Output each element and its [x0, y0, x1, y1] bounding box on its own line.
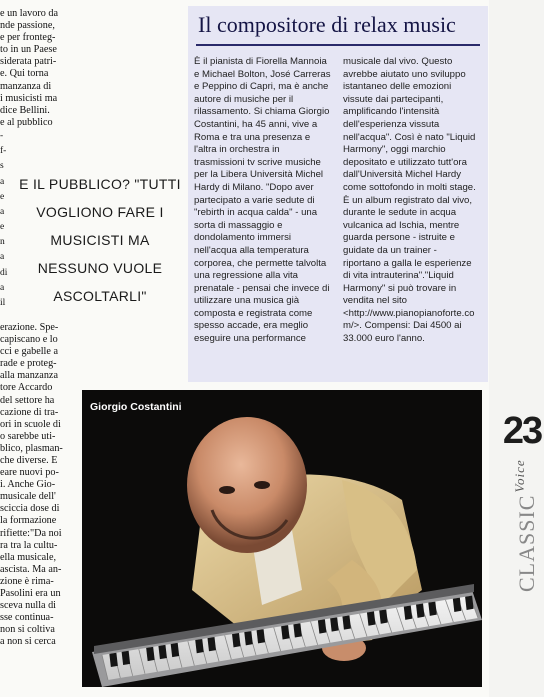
article-box [188, 6, 488, 382]
article-line: corporea, che permette talvolta [194, 257, 327, 269]
left-column-line: la formazione [0, 515, 57, 527]
left-column-line: ascista. Ma an- [0, 563, 62, 575]
black-key [207, 637, 216, 651]
stub-letter: s [0, 161, 4, 172]
photo-caption: Giorgio Costantini [90, 401, 182, 413]
left-column-line: eare nuovi po- [0, 467, 59, 479]
left-column-line: ra tra la cultu- [0, 539, 58, 551]
left-column-line: to in un Paese [0, 44, 57, 56]
article-line: amplificando l'intensità [343, 106, 440, 118]
left-column-line: rifiette:"Da noi [0, 527, 62, 539]
stub-letter: il [0, 298, 6, 308]
article-line: vendita nel sito [343, 295, 407, 307]
black-key [293, 623, 302, 637]
pianist-photo-illustration [82, 390, 482, 687]
article-column-1 [194, 56, 334, 346]
article-line: trasmissioni tv scrive musiche [194, 156, 321, 168]
left-column-line: sse continua- [0, 612, 54, 624]
article-line: di vita intrauterina"."Liquid [343, 270, 454, 282]
black-key [257, 629, 266, 643]
left-column-line: e. Qui torna [0, 68, 49, 80]
left-column-line: o sarebbe uti- [0, 430, 56, 442]
pull-quote-line: E IL PUBBLICO? "TUTTI [19, 176, 181, 192]
article-line: durante le sedute in acqua [343, 207, 457, 219]
left-column-line: cci e gabelle a [0, 346, 58, 358]
article-line: vissute dai partecipanti, [343, 93, 444, 105]
black-key [453, 598, 462, 612]
left-text-column [0, 8, 72, 693]
article-line: guarda persone - istruite e [343, 232, 455, 244]
stub-letter: a [0, 282, 5, 293]
article-line: Costantini, ha 45 anni, vive a [194, 118, 318, 130]
article-line: 33.000 euro l'anno. [343, 333, 425, 345]
black-key [281, 625, 290, 639]
article-line: prenatale - pensai che invece di [194, 282, 330, 294]
stub-letter: f- [0, 146, 7, 157]
left-column-line: dice Bellini. [0, 104, 50, 116]
right-margin [489, 0, 544, 697]
left-column-line: erazione. Spe- [0, 321, 59, 333]
pull-quote [16, 170, 184, 310]
left-column-line: siderata patri- [0, 56, 57, 68]
stub-letter: - [0, 130, 4, 141]
article-line: Harmony" si può trovare in [343, 282, 457, 294]
pull-quote-line: ASCOLTARLI" [53, 288, 147, 304]
left-column-line: e un lavoro da [0, 8, 58, 19]
black-key [465, 596, 474, 610]
black-key [379, 609, 388, 623]
left-column-line: blico, plasman- [0, 442, 63, 454]
article-line: partecipato a varie sedute di [194, 194, 315, 206]
article-line: Hardy di Milano. "Dopo aver [194, 181, 314, 193]
article-line: guidate da un trainer - [343, 244, 437, 256]
left-column-line: i musicisti ma [0, 92, 58, 104]
black-key [109, 653, 118, 667]
article-line: una regressione alla vita [194, 270, 298, 282]
pull-quote-line: VOGLIONO FARE I [36, 204, 164, 220]
black-key [244, 631, 253, 645]
stub-letter: e [0, 191, 5, 202]
left-column-line: i. Anche Gio- [0, 479, 56, 491]
black-key [146, 647, 155, 661]
black-key [342, 615, 351, 629]
left-column-line: sceva nulla di [0, 600, 57, 612]
article-title: Il compositore di relax music [198, 12, 456, 37]
article-line: istantaneo delle emozioni [343, 81, 452, 93]
article-line: vulcanica ad Ischia, mentre [343, 219, 460, 231]
article-line: eseguire una performance [194, 333, 306, 345]
article-line: e Peppino di Capri, ma è anche [194, 81, 329, 93]
left-column-line: e per fronteg- [0, 32, 56, 44]
article-line: dall'Università Michel Hardy [343, 169, 462, 181]
stub-letter: a [0, 206, 5, 217]
article-line: dell'esperienza vissuta [343, 118, 440, 130]
black-key [428, 602, 437, 616]
article-line: dondolamento immersi [194, 232, 292, 244]
left-column-line: capiscano e lo [0, 334, 58, 346]
left-column-line: alla manzanza [0, 370, 58, 382]
article-line: rilassamento. Si chiama Giorgio [194, 106, 330, 118]
left-column-line: del settore ha [0, 394, 55, 406]
stub-letter: di [0, 267, 8, 278]
brand-name: CLASSIC [514, 494, 539, 592]
left-column-line: a non si cerca [0, 636, 56, 648]
article-line: È un album registrato dal vivo, [343, 194, 473, 206]
left-column-line: manzanza di [0, 80, 52, 92]
article-line: spesso accade, era meglio [194, 320, 309, 332]
article-line: e Michael Bolton, José Carreras [194, 68, 331, 80]
pull-quote-line: MUSICISTI MA [50, 232, 150, 248]
black-key [232, 633, 241, 647]
article-line: nell'acqua alla temperatura [194, 244, 309, 256]
title-rule [196, 44, 480, 46]
black-key [367, 611, 376, 625]
article-line: Harmony", oggi marchio [343, 144, 446, 156]
black-key [122, 651, 131, 665]
left-column-line: sciccia dose di [0, 503, 60, 515]
stub-letter: e [0, 222, 5, 233]
left-column-line: ori in scuole di [0, 418, 61, 430]
article-line: autore di musiche per il [194, 93, 294, 105]
left-column-line: tore Accardo [0, 382, 53, 394]
article-line: nell'acqua". Così è nato "Liquid [343, 131, 476, 143]
article-line: sorta di massaggio e [194, 219, 283, 231]
magazine-brand [512, 459, 539, 592]
black-key [330, 617, 339, 631]
left-column-line: non si coltiva [0, 624, 55, 636]
black-key [171, 643, 180, 657]
left-column-line: ella musicale, [0, 551, 57, 563]
left-column-line: e al pubblico [0, 116, 53, 128]
article-line: "rebirth in acqua calda" - una [194, 207, 318, 219]
photo [82, 390, 482, 687]
article-line: Roma e tra una presenza e [194, 131, 311, 143]
article-line: per la Libera Università Michel [194, 169, 324, 181]
left-column-line: che diverse. E [0, 454, 58, 466]
left-column-line: rade e proteg- [0, 358, 57, 370]
stub-letter: n [0, 237, 5, 248]
article-line: musicale dal vivo. Questo [343, 56, 453, 67]
article-line: avrebbe aiutato uno sviluppo [343, 68, 466, 80]
article-line: come sottofondo in molti stage. [343, 181, 476, 193]
article-line: depositato e utilizzato tutt'ora [343, 156, 467, 168]
black-key [158, 645, 167, 659]
left-column-line: cazione di tra- [0, 406, 59, 418]
left-column-line: Pasolini era un [0, 588, 61, 599]
black-key [318, 619, 327, 633]
article-line: riportano a galla le esperienze [343, 257, 472, 269]
stub-letter: a [0, 176, 5, 187]
article-line: È il pianista di Fiorella Mannoia [194, 56, 327, 67]
left-column-line: zione è rima- [0, 575, 54, 587]
article-column-2 [343, 56, 483, 346]
black-key [416, 604, 425, 618]
pull-quote-line: NESSUNO VUOLE [37, 260, 163, 276]
left-column-line: musicale dell' [0, 491, 56, 503]
article-line: composta e registrata come [194, 307, 313, 319]
article-line: m/>. Compensi: Dai 4500 ai [343, 320, 462, 332]
black-key [195, 639, 204, 653]
page-number: 23 [502, 410, 542, 452]
article-line: utilizzare una musica già [194, 295, 300, 307]
article-line: <http://www.pianopianoforte.co [343, 307, 475, 319]
brand-sub: Voice [512, 459, 527, 493]
article-line: l'altra in orchestra in [194, 144, 280, 156]
left-column-line: nde passione, [0, 20, 55, 32]
stub-letter: a [0, 252, 5, 263]
black-key [404, 606, 413, 620]
